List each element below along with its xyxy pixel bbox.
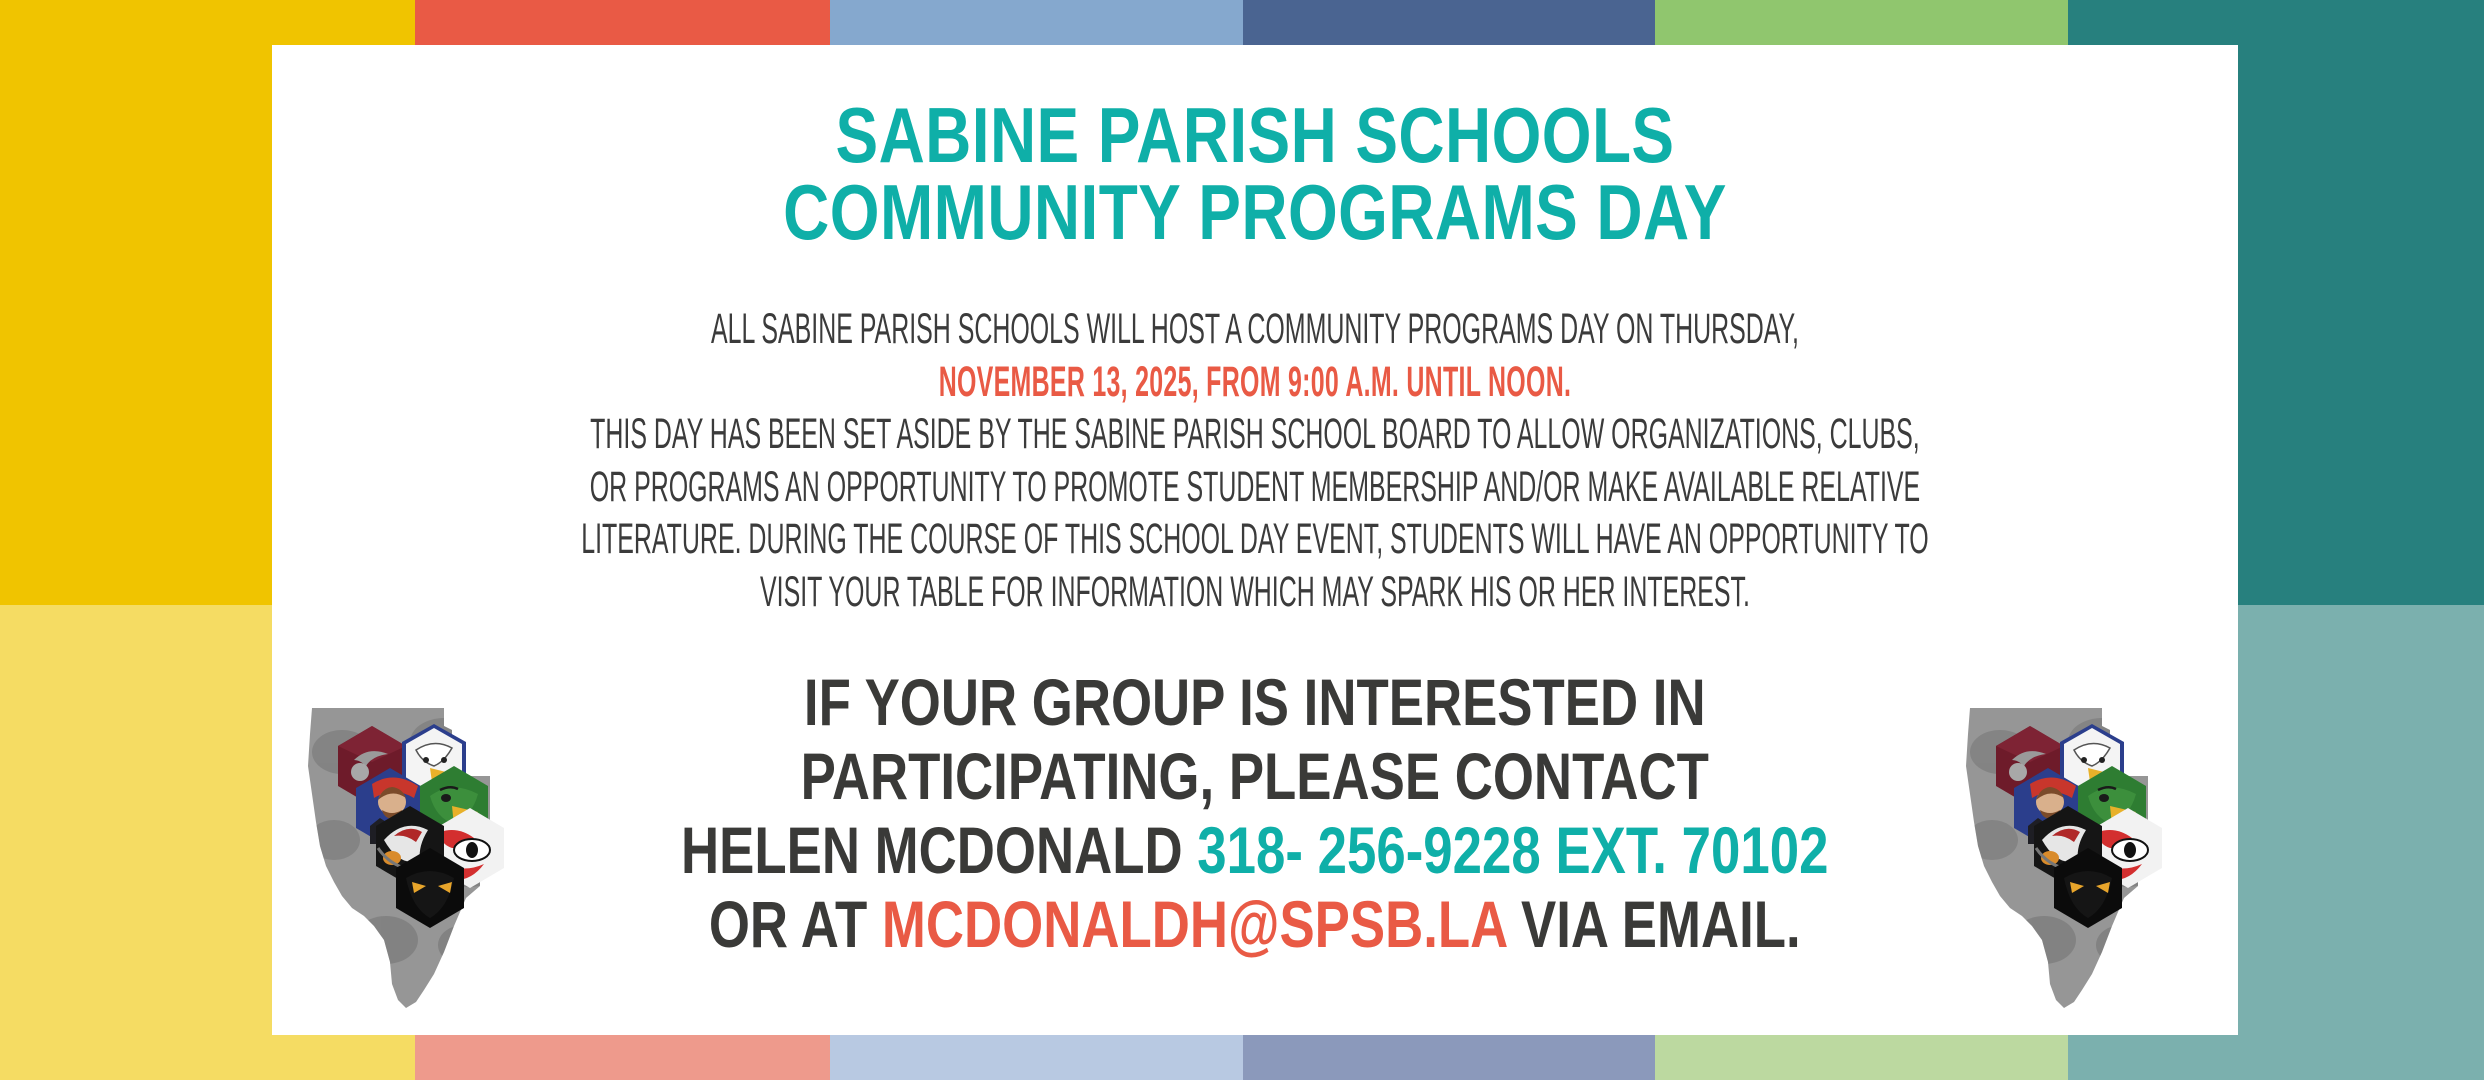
poster-content-card [272, 45, 2238, 1035]
contact-person-name: HELEN MCDONALD [681, 812, 1183, 887]
contact-email-prefix: OR AT [709, 886, 868, 961]
title-line-1: SABINE PARISH SCHOOLS [835, 91, 1675, 179]
contact-line-2: PARTICIPATING, PLEASE CONTACT [800, 739, 1710, 814]
description-paragraph [314, 303, 2195, 618]
event-date-time: NOVEMBER 13, 2025, FROM 9:00 A.M. UNTIL NOON. [938, 357, 1572, 406]
description-line-3: THIS DAY HAS BEEN SET ASIDE BY THE SABINE PARISH SCHOOL BOARD TO ALLOW ORGANIZATIONS, CLUBS, [590, 410, 1920, 459]
title-line-2: COMMUNITY PROGRAMS DAY [783, 168, 1727, 257]
contact-email-suffix: VIA EMAIL. [1521, 886, 1801, 961]
page-title [482, 91, 2029, 257]
contact-email-address[interactable]: MCDONALDH@SPSB.LA [882, 886, 1507, 961]
contact-line-4 [312, 888, 2198, 962]
description-line-1: ALL SABINE PARISH SCHOOLS WILL HOST A COMMUNITY PROGRAMS DAY ON THURSDAY, [711, 305, 1799, 354]
contact-line-3 [312, 814, 2198, 888]
contact-line-1: IF YOUR GROUP IS INTERESTED IN [804, 665, 1706, 740]
description-line-5: LITERATURE. DURING THE COURSE OF THIS SCHOOL DAY EVENT, STUDENTS WILL HAVE AN OPPORTUNITY TO [581, 515, 1929, 564]
description-line-6: VISIT YOUR TABLE FOR INFORMATION WHICH MAY SPARK HIS OR HER INTEREST. [760, 567, 1750, 616]
description-line-4: OR PROGRAMS AN OPPORTUNITY TO PROMOTE STUDENT MEMBERSHIP AND/OR MAKE AVAILABLE RELATIVE [589, 462, 1921, 511]
contact-phone-number[interactable]: 318- 256-9228 EXT. 70102 [1197, 812, 1829, 887]
contact-call-to-action [312, 666, 2198, 962]
